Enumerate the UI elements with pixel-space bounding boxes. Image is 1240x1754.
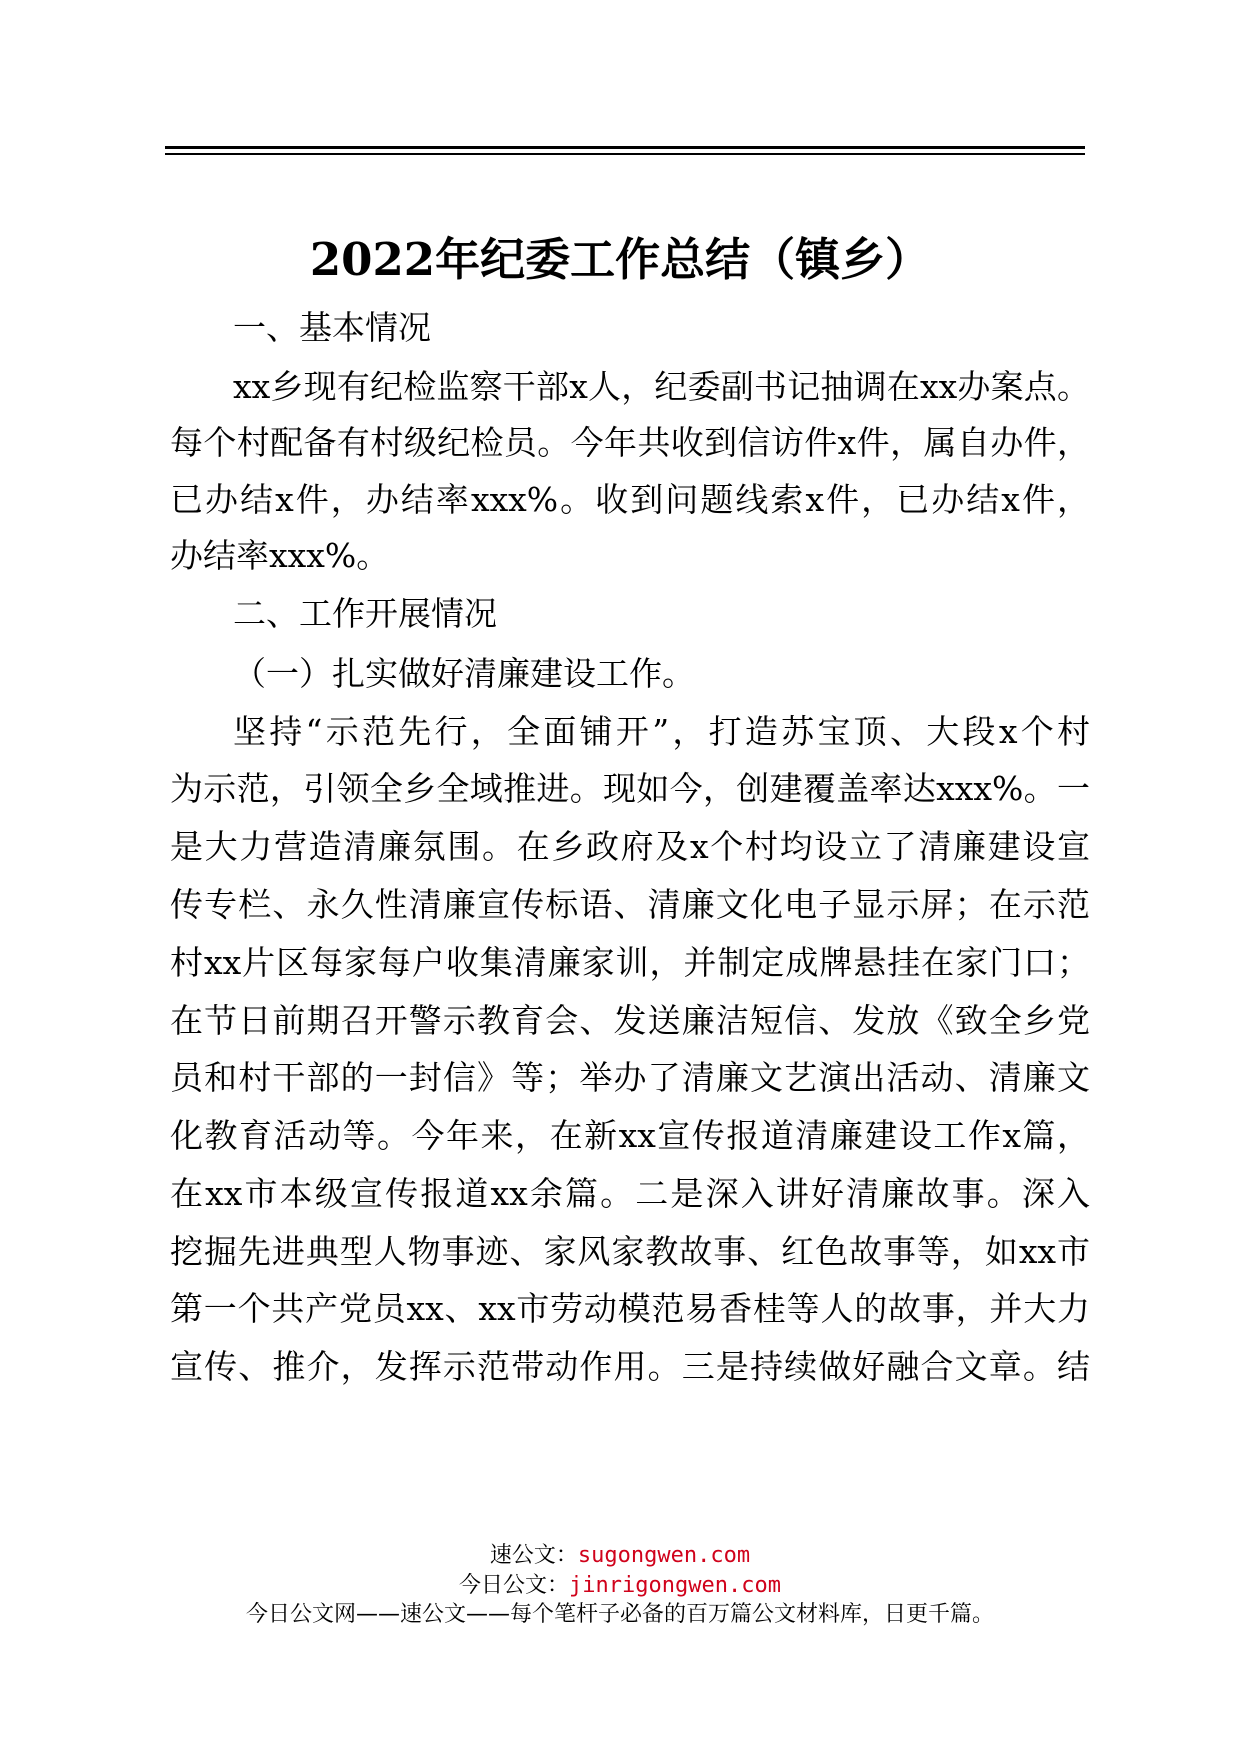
section-heading-basic: 一、基本情况: [233, 308, 431, 347]
footer-label: 今日公文：: [459, 1573, 570, 1598]
paragraph-line: 传专栏、永久性清廉宣传标语、清廉文化电子显示屏；在示范: [170, 885, 1090, 924]
paragraph-line: 在xx市本级宣传报道xx余篇。二是深入讲好清廉故事。深入: [170, 1174, 1090, 1213]
jinrigongwen-link[interactable]: jinrigongwen.com: [569, 1573, 781, 1598]
paragraph-line: 是大力营造清廉氛围。在乡政府及x个村均设立了清廉建设宣: [170, 827, 1090, 866]
paragraph-line: 为示范，引领全乡全域推进。现如今，创建覆盖率达xxx%。一: [170, 769, 1090, 808]
paragraph-line: 村xx片区每家每户收集清廉家训，并制定成牌悬挂在家门口；: [170, 943, 1090, 982]
paragraph-line: 每个村配备有村级纪检员。今年共收到信访件x件，属自办件，: [170, 423, 1090, 462]
header-rule-thin: [165, 153, 1085, 155]
footer-label: 速公文：: [489, 1543, 578, 1568]
document-title: 2022年纪委工作总结（镇乡）: [309, 233, 931, 286]
paragraph-line: 员和村干部的一封信》等；举办了清廉文艺演出活动、清廉文: [170, 1058, 1090, 1097]
footer-slogan: 今日公文网——速公文——每个笔杆子必备的百万篇公文材料库，日更千篇。: [245, 1602, 994, 1627]
paragraph-line: 第一个共产党员xx、xx市劳动模范易香桂等人的故事，并大力: [170, 1289, 1090, 1328]
section-heading-work: 二、工作开展情况: [233, 594, 497, 633]
paragraph-line: 在节日前期召开警示教育会、发送廉洁短信、发放《致全乡党: [170, 1001, 1090, 1040]
paragraph-line: xx乡现有纪检监察干部x人，纪委副书记抽调在xx办案点。: [233, 367, 1090, 406]
paragraph-line: 坚持“示范先行，全面铺开”，打造苏宝顶、大段x个村: [233, 712, 1090, 751]
header-rule-thick: [165, 146, 1085, 149]
footer-sugongwen: [0, 1542, 1240, 1570]
subsection-heading: （一）扎实做好清廉建设工作。: [233, 654, 695, 693]
sugongwen-link[interactable]: sugongwen.com: [577, 1543, 751, 1568]
paragraph-line: 办结率xxx%。: [170, 536, 390, 575]
paragraph-line: 挖掘先进典型人物事迹、家风家教故事、红色故事等，如xx市: [170, 1232, 1090, 1271]
footer-jinrigongwen: [0, 1572, 1240, 1600]
paragraph-line: 宣传、推介，发挥示范带动作用。三是持续做好融合文章。结: [170, 1347, 1090, 1386]
paragraph-line: 化教育活动等。今年来，在新xx宣传报道清廉建设工作x篇，: [170, 1116, 1090, 1155]
paragraph-line: 已办结x件，办结率xxx%。收到问题线索x件，已办结x件，: [170, 480, 1090, 519]
